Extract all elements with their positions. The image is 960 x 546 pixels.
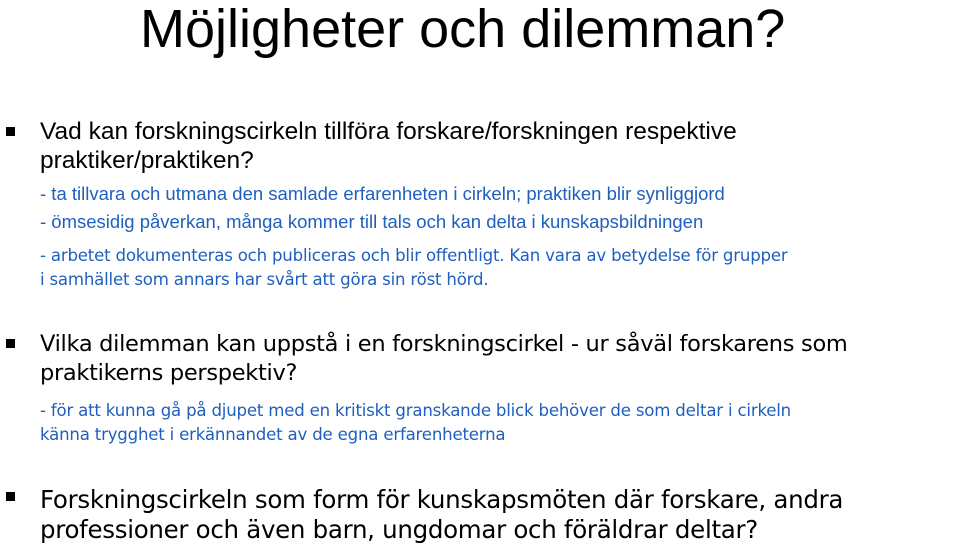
bullet-3-line-1: Forskningscirkeln som form för kunskapsmöten där forskare, andra <box>40 485 844 514</box>
bullet-1-line-2: praktiker/praktiken? <box>40 147 254 174</box>
bullet-1-sub-1: - ta tillvara och utmana den samlade erfarenheten i cirkeln; praktiken blir synliggjord <box>40 183 725 204</box>
bullet-2-text <box>40 330 848 388</box>
bullet-2-line-1: Vilka dilemman kan uppstå i en forskningscirkel - ur såväl forskarens som <box>40 331 848 357</box>
bullet-2-line-2: praktikerns perspektiv? <box>40 360 298 386</box>
bullet-1-sub-4: i samhället som annars har svårt att göra sin röst hörd. <box>40 270 489 289</box>
bullet-1-sub-2: - ömsesidig påverkan, många kommer till tals och kan delta i kunskapsbildningen <box>40 211 704 232</box>
bullet-marker-3 <box>6 492 15 501</box>
bullet-1-line-1: Vad kan forskningscirkeln tillföra forskare/forskningen respektive <box>40 118 737 145</box>
bullet-3-text <box>40 485 843 545</box>
slide-title: Möjligheter och dilemman? <box>140 0 786 59</box>
bullet-marker-1 <box>6 127 15 136</box>
bullet-1-sub-3: - arbetet dokumenteras och publiceras och blir offentligt. Kan vara av betydelse för grupper <box>40 246 788 265</box>
bullet-1-text <box>40 117 737 175</box>
bullet-2-sub-1: - för att kunna gå på djupet med en kritiskt granskande blick behöver de som deltar i cirkeln <box>40 401 791 420</box>
bullet-2-sub-2: känna trygghet i erkännandet av de egna erfarenheterna <box>40 425 506 444</box>
bullet-marker-2 <box>6 339 15 348</box>
bullet-3-line-2: professioner och även barn, ungdomar och föräldrar deltar? <box>40 515 758 544</box>
